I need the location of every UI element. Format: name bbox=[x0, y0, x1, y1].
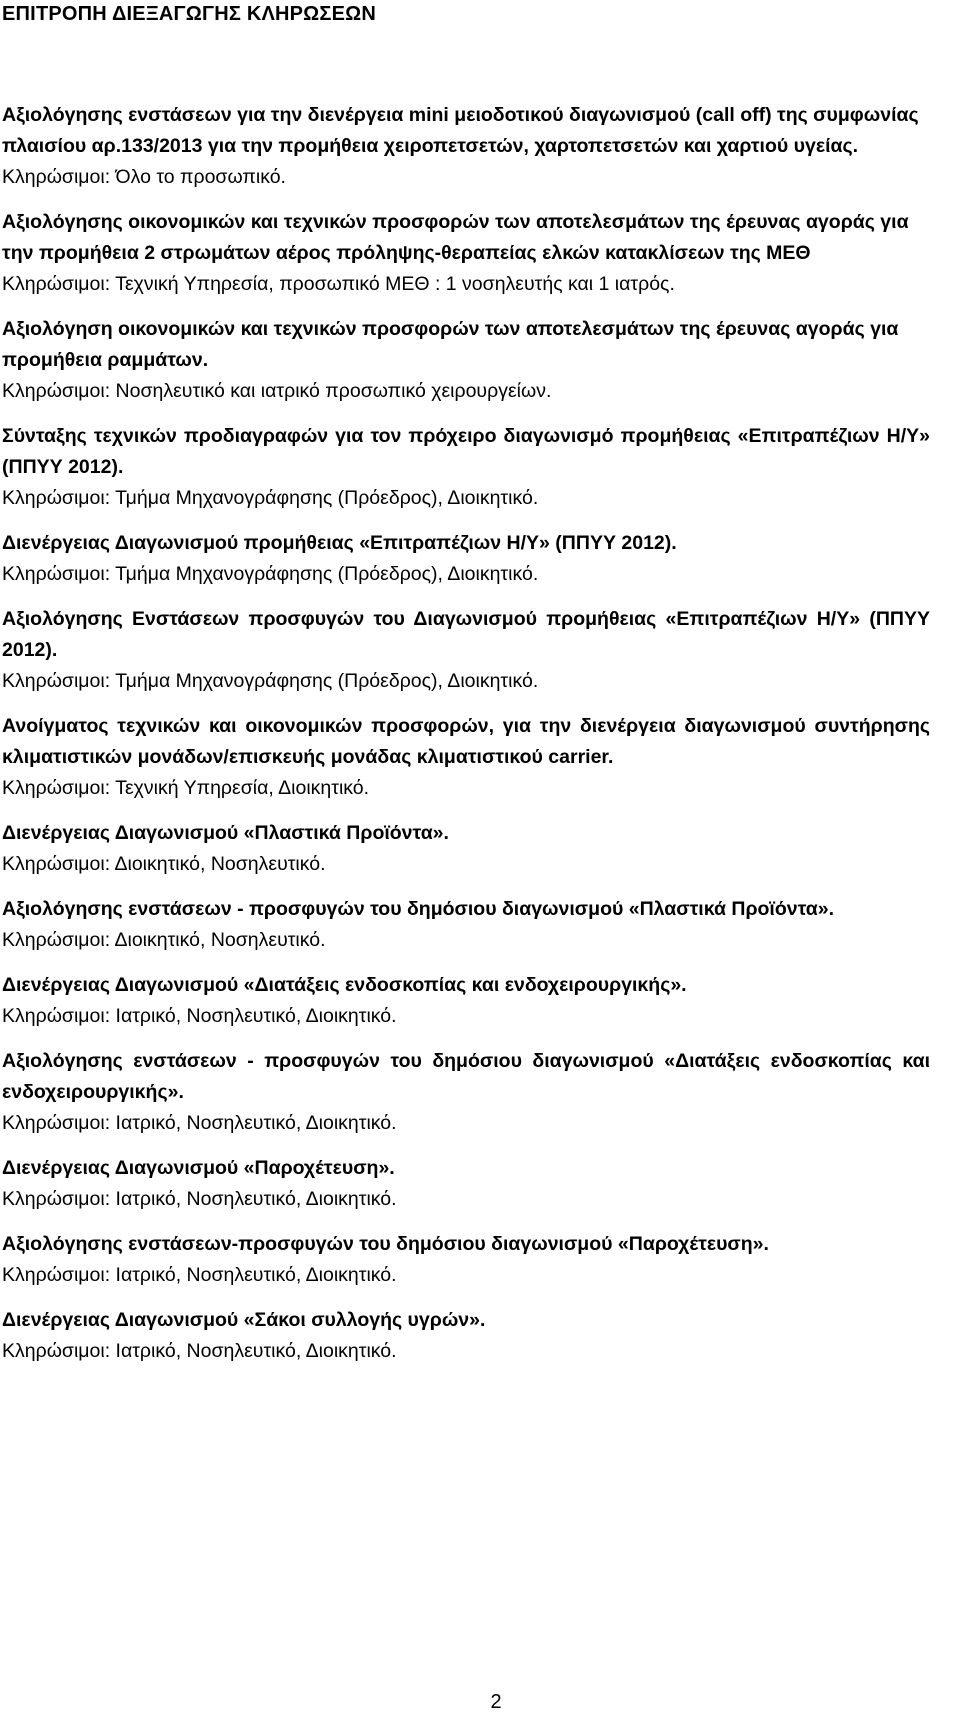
entry-title: Αξιολόγησης ενστάσεων - προσφυγών του δημόσιου διαγωνισμού «Διατάξεις ενδοσκοπίας και ενδοχειρουργικής». bbox=[2, 1050, 930, 1103]
entry-drawers: Κληρώσιμοι: Τμήμα Μηχανογράφησης (Πρόεδρος), Διοικητικό. bbox=[2, 670, 539, 692]
entry-title: Αξιολόγησης οικονομικών και τεχνικών προσφορών των αποτελεσμάτων της έρευνας αγοράς για την προμήθεια 2 στρωμάτων αέρος πρόληψης-θεραπείας ελκών κατακλίσεων της ΜΕΘ bbox=[2, 211, 909, 264]
list-item bbox=[2, 1046, 930, 1139]
lottery-entries-list bbox=[2, 100, 930, 1381]
list-item bbox=[2, 100, 930, 193]
entry-title: Αξιολόγησης ενστάσεων για την διενέργεια mini μειοδοτικού διαγωνισμού (call off) της συμφωνίας πλαισίου αρ.133/2013 για την προμήθεια χειροπετσετών, χαρτοπετσετών και χαρτιού υγείας. bbox=[2, 104, 919, 157]
list-item bbox=[2, 818, 930, 880]
list-item bbox=[2, 1305, 930, 1367]
entry-drawers: Κληρώσιμοι: Τμήμα Μηχανογράφησης (Πρόεδρος), Διοικητικό. bbox=[2, 563, 539, 585]
entry-title: Αξιολόγησης ενστάσεων - προσφυγών του δημόσιου διαγωνισμού «Πλαστικά Προϊόντα». bbox=[2, 898, 834, 920]
entry-drawers: Κληρώσιμοι: Διοικητικό, Νοσηλευτικό. bbox=[2, 853, 326, 875]
entry-drawers: Κληρώσιμοι: Νοσηλευτικό και ιατρικό προσωπικό χειρουργείων. bbox=[2, 380, 552, 402]
list-item bbox=[2, 528, 930, 590]
entry-drawers: Κληρώσιμοι: Τεχνική Υπηρεσία, Διοικητικό. bbox=[2, 777, 370, 799]
entry-drawers: Κληρώσιμοι: Τεχνική Υπηρεσία, προσωπικό ΜΕΘ : 1 νοσηλευτής και 1 ιατρός. bbox=[2, 273, 675, 295]
list-item bbox=[2, 1229, 930, 1291]
committee-heading: ΕΠΙΤΡΟΠΗ ΔΙΕΞΑΓΩΓΗΣ ΚΛΗΡΩΣΕΩΝ bbox=[2, 3, 377, 25]
entry-drawers: Κληρώσιμοι: Διοικητικό, Νοσηλευτικό. bbox=[2, 929, 326, 951]
entry-drawers: Κληρώσιμοι: Ιατρικό, Νοσηλευτικό, Διοικητικό. bbox=[2, 1112, 397, 1134]
entry-drawers: Κληρώσιμοι: Όλο το προσωπικό. bbox=[2, 166, 286, 188]
entry-drawers: Κληρώσιμοι: Τμήμα Μηχανογράφησης (Πρόεδρος), Διοικητικό. bbox=[2, 487, 539, 509]
entry-title: Διενέργειας Διαγωνισμού «Παροχέτευση». bbox=[2, 1157, 395, 1179]
entry-title: Αξιολόγησης ενστάσεων-προσφυγών του δημόσιου διαγωνισμού «Παροχέτευση». bbox=[2, 1233, 769, 1255]
entry-title: Αξιολόγησης Ενστάσεων προσφυγών του Διαγωνισμού προμήθειας «Επιτραπέζιων Η/Υ» (ΠΠΥΥ 2012). bbox=[2, 608, 930, 661]
list-item bbox=[2, 604, 930, 697]
entry-title: Σύνταξης τεχνικών προδιαγραφών για τον πρόχειρο διαγωνισμό προμήθειας «Επιτραπέζιων Η/Υ» (ΠΠΥΥ 2012). bbox=[2, 425, 930, 478]
list-item bbox=[2, 711, 930, 804]
page-number: 2 bbox=[490, 1691, 502, 1713]
list-item bbox=[2, 207, 930, 300]
list-item bbox=[2, 970, 930, 1032]
list-item bbox=[2, 1153, 930, 1215]
list-item bbox=[2, 314, 930, 407]
entry-drawers: Κληρώσιμοι: Ιατρικό, Νοσηλευτικό, Διοικητικό. bbox=[2, 1264, 397, 1286]
entry-title: Διενέργειας Διαγωνισμού «Πλαστικά Προϊόντα». bbox=[2, 822, 449, 844]
entry-drawers: Κληρώσιμοι: Ιατρικό, Νοσηλευτικό, Διοικητικό. bbox=[2, 1188, 397, 1210]
entry-drawers: Κληρώσιμοι: Ιατρικό, Νοσηλευτικό, Διοικητικό. bbox=[2, 1005, 397, 1027]
entry-drawers: Κληρώσιμοι: Ιατρικό, Νοσηλευτικό, Διοικητικό. bbox=[2, 1340, 397, 1362]
entry-title: Διενέργειας Διαγωνισμού προμήθειας «Επιτραπέζιων Η/Υ» (ΠΠΥΥ 2012). bbox=[2, 532, 677, 554]
entry-title: Διενέργειας Διαγωνισμού «Σάκοι συλλογής υγρών». bbox=[2, 1309, 486, 1331]
list-item bbox=[2, 421, 930, 514]
entry-title: Διενέργειας Διαγωνισμού «Διατάξεις ενδοσκοπίας και ενδοχειρουργικής». bbox=[2, 974, 687, 996]
entry-title: Ανοίγματος τεχνικών και οικονομικών προσφορών, για την διενέργεια διαγωνισμού συντήρησης κλιματιστικών μονάδων/επισκευής μονάδας κλιματιστικού carrier. bbox=[2, 715, 930, 768]
entry-title: Αξιολόγηση οικονομικών και τεχνικών προσφορών των αποτελεσμάτων της έρευνας αγοράς για προμήθεια ραμμάτων. bbox=[2, 318, 899, 371]
list-item bbox=[2, 894, 930, 956]
